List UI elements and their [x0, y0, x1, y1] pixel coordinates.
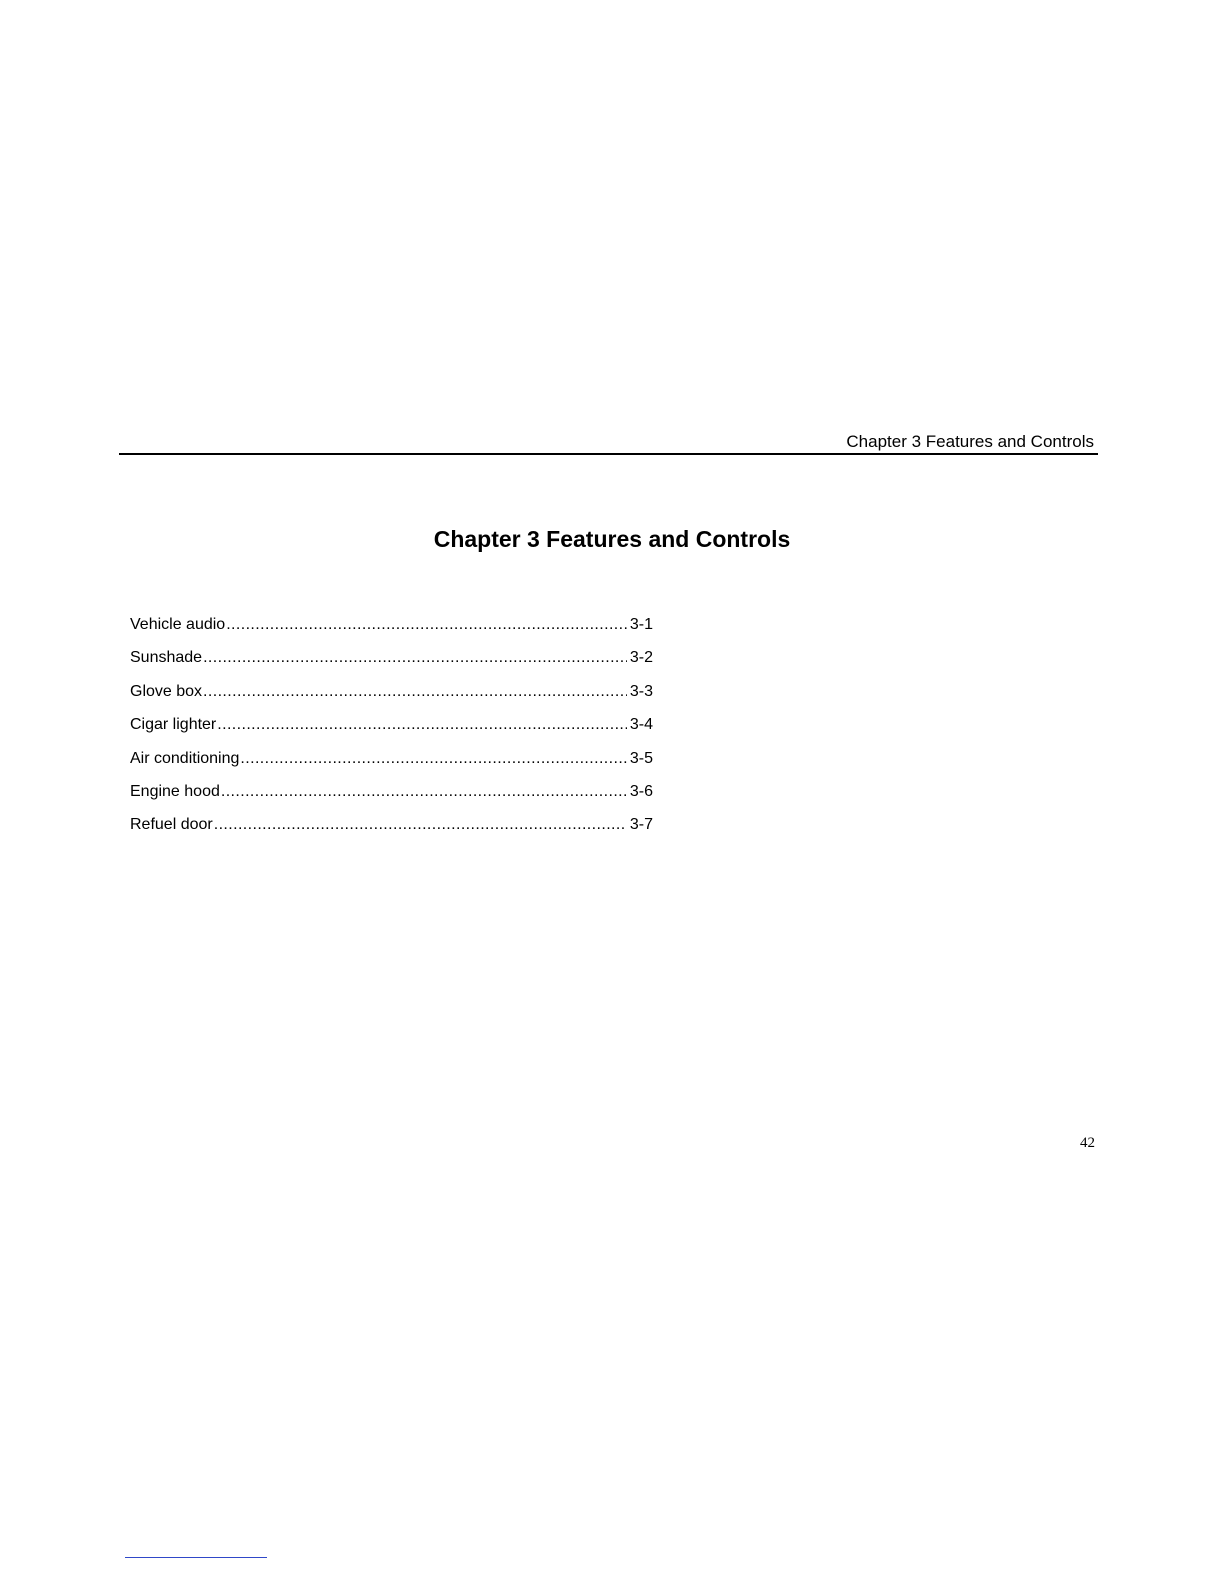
toc-entry-refuel-door[interactable] — [130, 814, 653, 847]
header-rule — [119, 453, 1098, 455]
toc-entry-label: Glove box — [130, 682, 203, 700]
toc-entry-page: 3-5 — [629, 749, 653, 767]
toc-entry-page: 3-4 — [629, 716, 653, 734]
toc-entry-glove-box[interactable] — [130, 681, 653, 714]
toc-dot-leader — [240, 748, 626, 770]
toc-dot-leader — [203, 681, 627, 703]
toc-entry-page: 3-2 — [629, 649, 653, 667]
running-header — [119, 431, 1097, 453]
toc-dot-leader — [226, 614, 627, 636]
toc-dot-leader — [221, 781, 627, 803]
toc-entry-page: 3-7 — [629, 816, 653, 834]
toc-entry-sunshade[interactable] — [130, 647, 653, 680]
toc-dot-leader — [214, 814, 627, 836]
toc-entry-page: 3-1 — [629, 616, 653, 633]
toc-entry-cigar-lighter[interactable] — [130, 714, 653, 747]
toc-entry-page: 3-6 — [629, 782, 653, 800]
table-of-contents — [130, 614, 653, 848]
page-number: 42 — [1080, 1135, 1095, 1151]
toc-entry-page: 3-3 — [629, 682, 653, 700]
toc-dot-leader — [217, 714, 627, 736]
toc-entry-air-conditioning[interactable] — [130, 748, 653, 781]
chapter-title: Chapter 3 Features and Controls — [433, 526, 791, 552]
toc-entry-label: Air conditioning — [130, 749, 240, 767]
running-header-title: Chapter 3 Features and Controls — [846, 432, 1094, 451]
toc-entry-label: Engine hood — [130, 782, 220, 800]
toc-entry-vehicle-audio[interactable] — [130, 614, 653, 647]
toc-entry-label: Refuel door — [130, 816, 213, 834]
footnote-rule — [125, 1557, 267, 1558]
toc-entry-label: Vehicle audio — [130, 616, 226, 633]
toc-entry-engine-hood[interactable] — [130, 781, 653, 814]
toc-entry-label: Sunshade — [130, 649, 203, 667]
toc-entry-label: Cigar lighter — [130, 716, 217, 734]
toc-dot-leader — [203, 647, 627, 669]
